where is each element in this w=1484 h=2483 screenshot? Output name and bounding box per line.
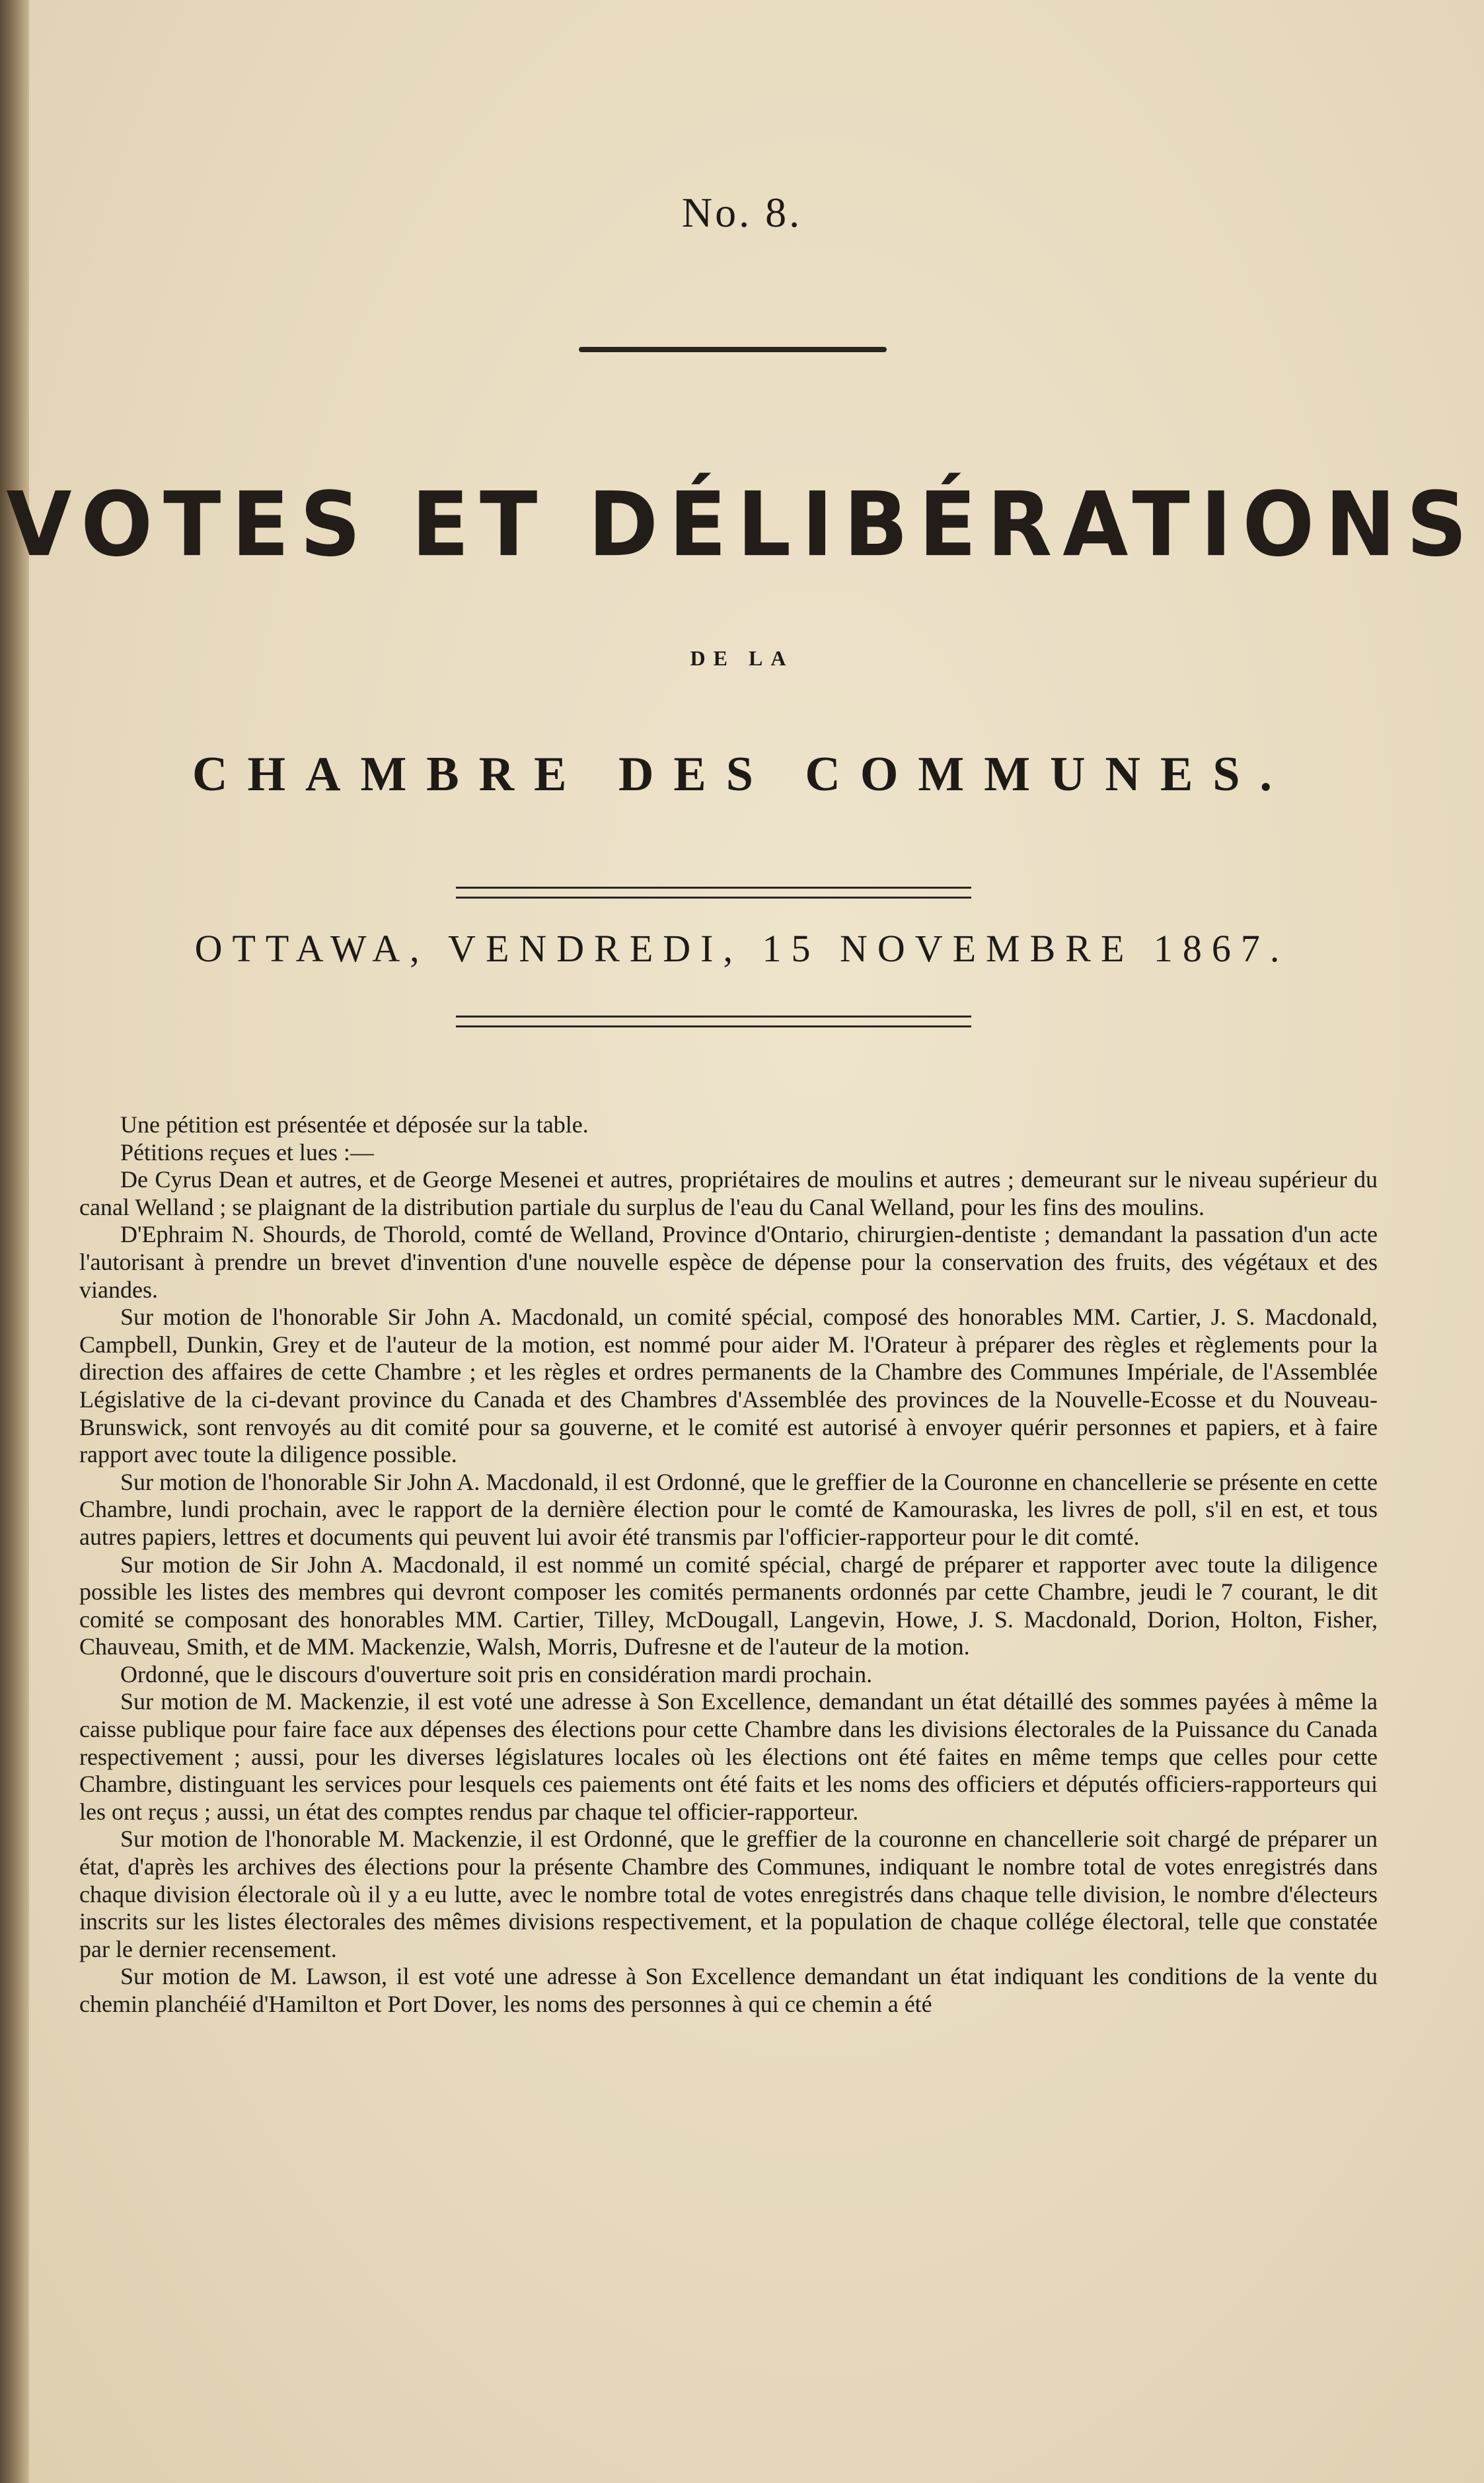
binding-edge: [0, 0, 29, 2483]
paragraph-petition-shourds: D'Ephraim N. Shourds, de Thorold, comté de Welland, Province d'Ontario, chirurgien-dentiste ; demandant la passation d'un acte l'autorisant à prendre un brevet d'invention d'une nouvelle espèce de dépense pour la conservation des fruits, des végétaux et des viandes.: [79, 1221, 1378, 1303]
paragraph-motion-election-expenses: Sur motion de M. Mackenzie, il est voté une adresse à Son Excellence, demandant un état détaillé des sommes payées à même la caisse publique pour faire face aux dépenses des élections pour cette Chambre dans les divisions électorales de la Puissance du Canada respectivement ; aussi, pour les diverses législatures locales où les élections ont été faites en même temps que celles pour cette Chambre, distinguant les services pour lesquels ces paiements ont été faits et les noms des officiers et députés officiers-rapporteurs qui les ont reçus ; aussi, un état des comptes rendus par chaque tel officier-rapporteur.: [79, 1688, 1378, 1825]
ornamental-rule: [579, 347, 887, 352]
title-connector: DE LA: [690, 646, 794, 670]
chamber-name: CHAMBRE DES COMMUNES.: [192, 747, 1292, 801]
paragraph-motion-standing-committees: Sur motion de Sir John A. Macdonald, il est nommé un comité spécial, chargé de préparer et rapporter avec toute la diligence possible les listes des membres qui devront composer les comités permanents ordonnés par cette Chambre, jeudi le 7 courant, le dit comité se composant des honorables MM. Cartier, Tilley, McDougall, Langevin, Howe, J. S. Macdonald, Dorion, Holton, Fisher, Chauveau, Smith, et de MM. Mackenzie, Walsh, Morris, Dufresne et de l'auteur de la motion.: [79, 1551, 1378, 1660]
paragraph-motion-kamouraska: Sur motion de l'honorable Sir John A. Macdonald, il est Ordonné, que le greffier de la Couronne en chancellerie se présente en cette Chambre, lundi prochain, avec le rapport de la dernière élection pour le comté de Kamouraska, les livres de poll, s'il en est, et tous autres papiers, lettres et documents qui peuvent lui avoir été transmis par l'officier-rapporteur pour le dit comté.: [79, 1468, 1378, 1550]
paragraph-motion-plank-road: Sur motion de M. Lawson, il est voté une adresse à Son Excellence demandant un état indiquant les conditions de la vente du chemin planchéié d'Hamilton et Port Dover, les noms des personnes à qui ce chemin a été: [79, 1963, 1378, 2017]
paragraph-motion-vote-statement: Sur motion de l'honorable M. Mackenzie, il est Ordonné, que le greffier de la couronne en chancellerie soit chargé de préparer un état, d'après les archives des élections pour la présente Chambre des Communes, indiquant le nombre total de votes enregistrés dans chaque division électorale où il y a eu lutte, avec le nombre total de votes enregistrés dans chaque telle division, le nombre d'électeurs inscrits sur les listes électorales des mêmes divisions respectivement, et la population de chaque collége électoral, telle que constatée par le dernier recensement.: [79, 1826, 1378, 1962]
paragraph-petition-presented: Une pétition est présentée et déposée sur la table.: [120, 1111, 589, 1138]
double-rule-bottom: [456, 1016, 971, 1027]
issue-number: No. 8.: [681, 189, 803, 236]
paragraph-order-speech: Ordonné, que le discours d'ouverture soit pris en considération mardi prochain.: [120, 1660, 873, 1687]
proceedings-body: [79, 1111, 1378, 2019]
paragraph-petitions-received: Pétitions reçues et lues :—: [120, 1138, 374, 1166]
paragraph-motion-rules-committee: Sur motion de l'honorable Sir John A. Macdonald, un comité spécial, composé des honorables MM. Cartier, J. S. Macdonald, Campbell, Dunkin, Grey et de l'auteur de la motion, est nommé pour aider M. l'Orateur à préparer des règles et règlements pour la direction des affaires de cette Chambre ; et les règles et ordres permanents de la Chambre des Communes Impériale, de l'Assemblée Législative de la ci-devant province du Canada et des Chambres d'Assemblée des provinces de la Nouvelle-Ecosse et du Nouveau-Brunswick, sont renvoyés au dit comité pour sa gouverne, et le comité est autorisé à envoyer quérir personnes et papiers, et à faire rapport avec toute la diligence possible.: [79, 1304, 1378, 1468]
paragraph-petition-dean: De Cyrus Dean et autres, et de George Mesenei et autres, propriétaires de moulins et autres ; demeurant sur le niveau supérieur du canal Welland ; se plaignant de la distribution partiale du surplus de l'eau du Canal Welland, pour les fins des moulins.: [79, 1166, 1378, 1220]
dateline: OTTAWA, VENDREDI, 15 NOVEMBRE 1867.: [194, 927, 1290, 970]
double-rule-top: [456, 887, 971, 899]
document-title: VOTES ET DÉLIBÉRATIONS: [6, 473, 1478, 577]
